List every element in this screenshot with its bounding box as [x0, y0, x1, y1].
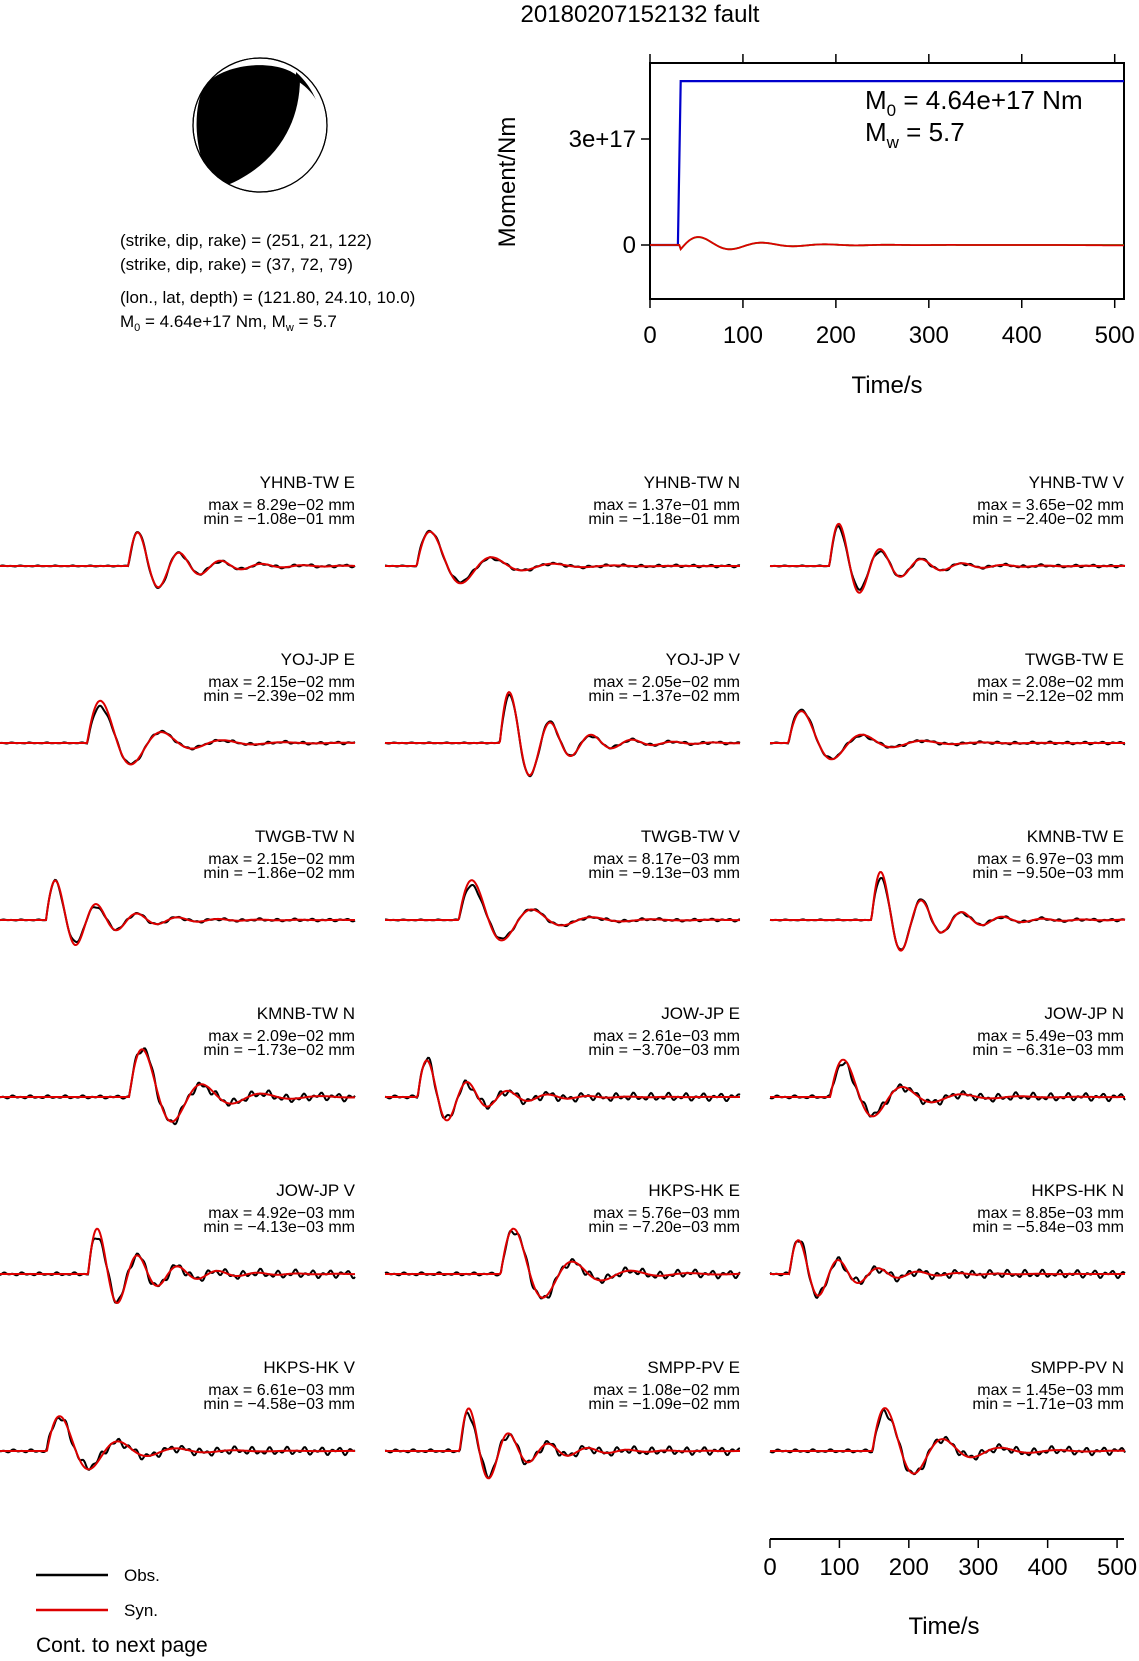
max-amplitude-label: max = 6.61e−03 mm [208, 1382, 355, 1399]
station-label: HKPS-HK E [648, 1181, 740, 1200]
max-amplitude-label: max = 1.45e−03 mm [977, 1382, 1124, 1399]
station-label: JOW-JP V [276, 1181, 355, 1200]
station-label: KMNB-TW E [1026, 827, 1124, 846]
waveform-panel [385, 1004, 740, 1120]
moment-plot [494, 54, 1135, 399]
legend-obs-label: Obs. [124, 1566, 160, 1585]
station-label: SMPP-PV N [1030, 1358, 1124, 1377]
beachball [193, 58, 327, 192]
synthetic-trace [770, 711, 1125, 759]
mechanism-mw-text: 5.7 [313, 312, 337, 331]
waveform-xlabel: Time/s [908, 1613, 980, 1640]
min-amplitude-label: min = −1.09e−02 mm [588, 1396, 740, 1413]
moment-m0-value: 4.64e+17 Nm [925, 85, 1083, 115]
moment-mw-value: 5.7 [928, 117, 965, 147]
observed-trace [0, 532, 355, 588]
station-label: YHNB-TW E [259, 473, 355, 492]
min-amplitude-label: min = −1.86e−02 mm [203, 865, 355, 882]
observed-trace [385, 885, 740, 939]
mechanism-plane-2: (strike, dip, rake) = (37, 72, 79) [120, 255, 353, 274]
waveform-panel [385, 473, 740, 583]
moment-xtick-label: 0 [643, 322, 657, 349]
station-label: TWGB-TW V [640, 827, 740, 846]
waveform-xtick-label: 400 [1027, 1554, 1068, 1581]
station-label: YHNB-TW N [643, 473, 740, 492]
synthetic-trace [385, 1409, 740, 1479]
synthetic-trace [385, 1229, 740, 1298]
max-amplitude-label: max = 1.37e−01 mm [593, 497, 740, 514]
observed-trace [770, 878, 1125, 950]
waveform-panel [770, 1358, 1125, 1474]
min-amplitude-label: min = −3.70e−03 mm [588, 1042, 740, 1059]
synthetic-trace [0, 701, 355, 765]
synthetic-trace [0, 1416, 355, 1469]
max-amplitude-label: max = 4.92e−03 mm [208, 1205, 355, 1222]
observed-trace [0, 880, 355, 942]
min-amplitude-label: min = −1.71e−03 mm [972, 1396, 1124, 1413]
min-amplitude-label: min = −1.08e−01 mm [203, 511, 355, 528]
max-amplitude-label: max = 8.85e−03 mm [977, 1205, 1124, 1222]
min-amplitude-label: min = −6.31e−03 mm [972, 1042, 1124, 1059]
waveform-panel [385, 1181, 740, 1298]
station-label: HKPS-HK V [263, 1358, 355, 1377]
observed-trace [0, 1239, 355, 1303]
max-amplitude-label: max = 2.08e−02 mm [977, 674, 1124, 691]
min-amplitude-label: min = −1.37e−02 mm [588, 688, 740, 705]
figure-title: 20180207152132 fault [520, 1, 760, 28]
max-amplitude-label: max = 8.17e−03 mm [593, 851, 740, 868]
legend-syn-label: Syn. [124, 1601, 159, 1620]
waveform-panel [770, 1181, 1125, 1298]
observed-trace [385, 1058, 740, 1118]
observed-trace [0, 1048, 355, 1124]
min-amplitude-label: min = −4.58e−03 mm [203, 1396, 355, 1413]
synthetic-trace [770, 1240, 1125, 1296]
waveform-panel [0, 1358, 356, 1470]
observed-trace [770, 1062, 1125, 1116]
moment-ytick-label: 0 [622, 232, 636, 259]
waveform-xtick-label: 100 [819, 1554, 860, 1581]
synthetic-trace [0, 881, 355, 945]
waveform-xtick-label: 0 [763, 1554, 777, 1581]
waveform-panel [0, 1004, 355, 1124]
moment-xtick-label: 200 [815, 322, 856, 349]
waveform-time-axis [763, 1539, 1137, 1640]
moment-xlabel: Time/s [851, 372, 923, 399]
waveform-xtick-label: 500 [1097, 1554, 1138, 1581]
station-label: TWGB-TW N [254, 827, 355, 846]
synthetic-trace [0, 533, 355, 588]
station-label: HKPS-HK N [1031, 1181, 1124, 1200]
moment-mw-annotation: $M_w = 5.7$ [865, 117, 965, 152]
min-amplitude-label: min = −2.40e−02 mm [972, 511, 1124, 528]
moment-xtick-label: 400 [1001, 322, 1042, 349]
waveform-xtick-label: 200 [888, 1554, 929, 1581]
max-amplitude-label: max = 6.97e−03 mm [977, 851, 1124, 868]
min-amplitude-label: min = −5.84e−03 mm [972, 1219, 1124, 1236]
station-label: TWGB-TW E [1024, 650, 1124, 669]
max-amplitude-label: max = 3.65e−02 mm [977, 497, 1124, 514]
waveform-panel [385, 650, 741, 776]
moment-xtick-label: 300 [908, 322, 949, 349]
max-amplitude-label: max = 8.29e−02 mm [208, 497, 355, 514]
legend [36, 1566, 160, 1620]
mechanism-m0-text: 4.64e+17 Nm, M [159, 312, 286, 331]
synthetic-trace [770, 1408, 1125, 1474]
max-amplitude-label: max = 2.09e−02 mm [208, 1028, 355, 1045]
max-amplitude-label: max = 1.08e−02 mm [593, 1382, 740, 1399]
mechanism-info [120, 231, 415, 334]
mechanism-plane-1: (strike, dip, rake) = (251, 21, 122) [120, 231, 372, 250]
station-label: JOW-JP N [1044, 1004, 1124, 1023]
waveform-panel [770, 650, 1125, 759]
moment-rate-red [650, 237, 1124, 249]
observed-trace [770, 526, 1125, 590]
waveform-panel [385, 827, 741, 940]
moment-m0-annotation: $M_0 = 4.64e+17$ Nm [865, 85, 1083, 120]
waveform-panel [0, 473, 355, 588]
waveform-panel [770, 1004, 1125, 1117]
observed-trace [385, 1412, 740, 1478]
min-amplitude-label: min = −9.50e−03 mm [972, 865, 1124, 882]
synthetic-trace [385, 1060, 740, 1120]
synthetic-trace [770, 872, 1125, 951]
min-amplitude-label: min = −1.73e−02 mm [203, 1042, 355, 1059]
waveform-panel [0, 650, 355, 765]
station-label: YOJ-JP V [665, 650, 740, 669]
station-label: KMNB-TW N [256, 1004, 355, 1023]
waveform-panels [0, 473, 1125, 1478]
station-label: SMPP-PV E [647, 1358, 740, 1377]
min-amplitude-label: min = −7.20e−03 mm [588, 1219, 740, 1236]
max-amplitude-label: max = 5.49e−03 mm [977, 1028, 1124, 1045]
waveform-panel [770, 473, 1125, 593]
mechanism-moment: $M_0 = 4.64e+17$ Nm, $M_w = 5.7$ [120, 312, 337, 334]
moment-ytick-label: 3e+17 [568, 126, 636, 153]
max-amplitude-label: max = 2.15e−02 mm [208, 851, 355, 868]
moment-xtick-label: 100 [722, 322, 763, 349]
station-label: YOJ-JP E [280, 650, 355, 669]
waveform-xtick-label: 300 [958, 1554, 999, 1581]
moment-ylabel: Moment/Nm [494, 116, 521, 248]
max-amplitude-label: max = 5.76e−03 mm [593, 1205, 740, 1222]
waveform-panel [385, 1358, 740, 1478]
min-amplitude-label: min = −2.12e−02 mm [972, 688, 1124, 705]
max-amplitude-label: max = 2.05e−02 mm [593, 674, 740, 691]
observed-trace [385, 695, 740, 777]
moment-xtick-label: 500 [1094, 322, 1135, 349]
min-amplitude-label: min = −9.13e−03 mm [588, 865, 740, 882]
observed-trace [770, 1410, 1125, 1474]
continuation-note: Cont. to next page [36, 1634, 208, 1657]
station-label: JOW-JP E [661, 1004, 740, 1023]
waveform-panel [770, 827, 1125, 951]
max-amplitude-label: max = 2.61e−03 mm [593, 1028, 740, 1045]
observed-trace [385, 531, 740, 583]
mechanism-location: (lon., lat, depth) = (121.80, 24.10, 10.0) [120, 288, 416, 307]
min-amplitude-label: min = −4.13e−03 mm [203, 1219, 355, 1236]
max-amplitude-label: max = 2.15e−02 mm [208, 674, 355, 691]
waveform-panel [0, 1181, 356, 1303]
min-amplitude-label: min = −2.39e−02 mm [203, 688, 355, 705]
synthetic-trace [385, 880, 740, 940]
observed-trace [0, 706, 355, 764]
synthetic-trace [0, 1229, 355, 1303]
synthetic-trace [770, 524, 1125, 593]
station-label: YHNB-TW V [1028, 473, 1124, 492]
synthetic-trace [770, 1060, 1125, 1117]
synthetic-trace [0, 1049, 355, 1121]
min-amplitude-label: min = −1.18e−01 mm [588, 511, 740, 528]
observed-trace [385, 1231, 740, 1299]
waveform-panel [0, 827, 355, 945]
